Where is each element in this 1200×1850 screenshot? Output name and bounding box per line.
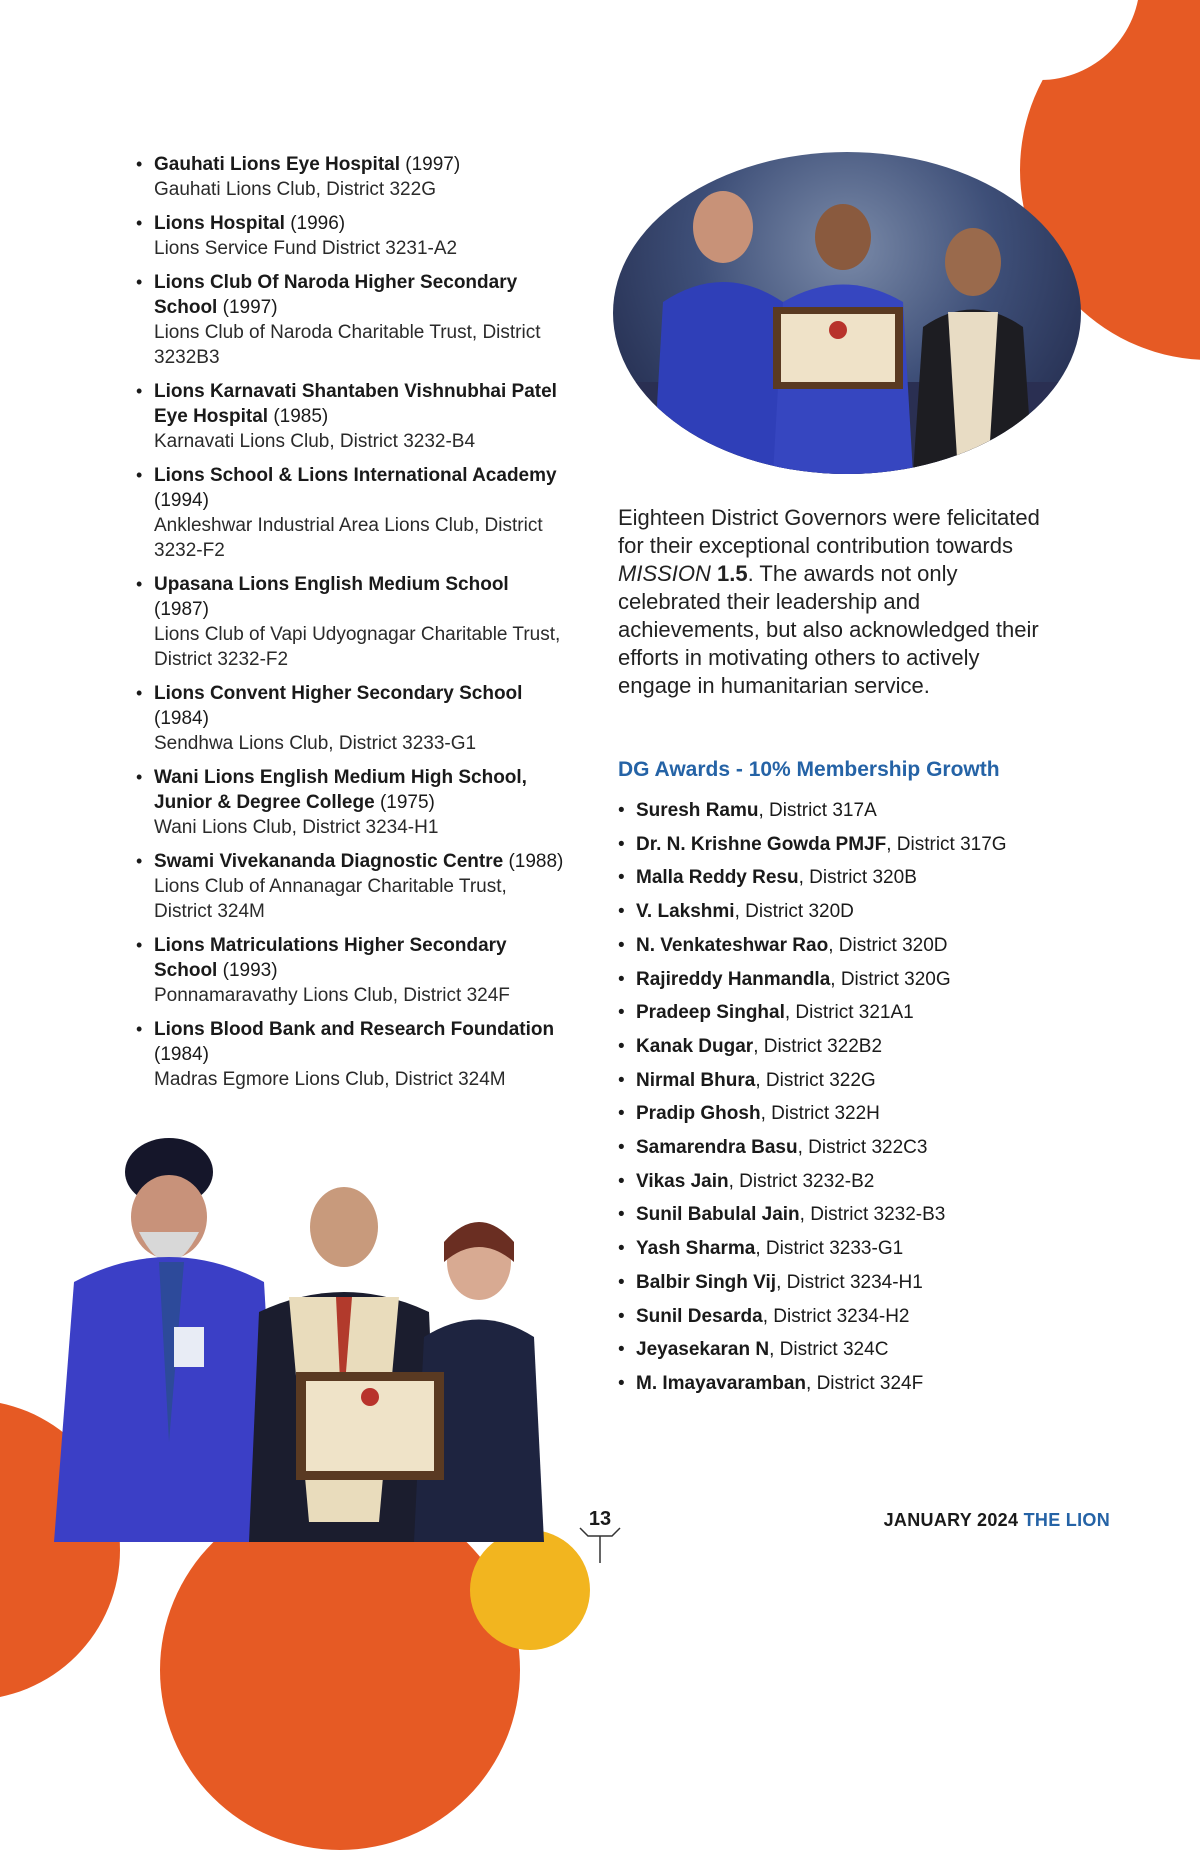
awardee-district: , District 322B2 (753, 1035, 883, 1057)
institution-name: Lions Convent Higher Secondary School (154, 683, 523, 704)
awardee-district: , District 322H (760, 1103, 880, 1125)
awardee-name: Nirmal Bhura (636, 1069, 756, 1091)
institutions-list (136, 152, 566, 1101)
list-item (618, 1333, 1098, 1367)
institution-club: Gauhati Lions Club, District 322G (154, 179, 436, 200)
awardee-name: V. Lakshmi (636, 901, 735, 923)
list-item (136, 933, 566, 1008)
institution-year: (1984) (154, 1044, 209, 1065)
list-item (136, 681, 566, 756)
list-item (618, 963, 1098, 997)
decor-circle-orange-bottom (160, 1490, 520, 1850)
list-item (136, 572, 566, 672)
list-item (618, 861, 1098, 895)
institution-club: Lions Club of Naroda Charitable Trust, District 3232B3 (154, 322, 541, 368)
awardee-name: Vikas Jain (636, 1170, 729, 1192)
institution-name: Lions Matriculations Higher Secondary School (154, 935, 507, 981)
awardee-name: Suresh Ramu (636, 800, 759, 821)
list-item (618, 996, 1098, 1030)
awardee-district: , District 3234-H1 (776, 1271, 923, 1293)
awardee-name: Jeyasekaran N (636, 1339, 770, 1361)
list-item (136, 152, 566, 202)
institution-club: Ankleshwar Industrial Area Lions Club, District 3232-F2 (154, 515, 543, 561)
institution-name: Lions Club Of Naroda Higher Secondary School (154, 272, 518, 318)
list-item (136, 463, 566, 563)
awardee-name: Dr. N. Krishne Gowda PMJF (636, 833, 887, 855)
institution-name: Wani Lions English Medium High School, Junior & Degree College (154, 767, 527, 813)
awardee-district: , District 317G (886, 833, 1007, 855)
institution-year: (1988) (508, 851, 564, 872)
magazine-name: THE LION (1023, 1510, 1110, 1530)
awardee-name: Yash Sharma (636, 1238, 756, 1260)
intro-text-2: . The awards not only celebrated their leadership and achievements, but also acknowledged their efforts in motivating others to actively engage in humanitarian service. (618, 561, 1039, 698)
award-presentation-photo (44, 1122, 584, 1542)
awardee-district: , District 3234-H2 (762, 1305, 910, 1327)
page-number: 13 (588, 1508, 612, 1530)
institution-year: (1984) (154, 708, 209, 729)
list-item (136, 270, 566, 370)
intro-paragraph (618, 504, 1048, 700)
list-item (136, 211, 566, 261)
list-item (618, 1367, 1098, 1401)
awardee-district: , District 3232-B3 (799, 1204, 946, 1226)
institution-name: Lions School & Lions International Academy (154, 465, 557, 486)
mission-number: 1.5 (710, 561, 748, 586)
institution-name: Gauhati Lions Eye Hospital (154, 154, 400, 175)
awardee-name: N. Venkateshwar Rao (636, 934, 829, 956)
institution-year: (1987) (154, 599, 209, 620)
footer-issue-title (884, 1510, 1110, 1531)
list-item (136, 379, 566, 454)
awardee-district: , District 324F (806, 1372, 924, 1394)
list-item (618, 895, 1098, 929)
list-item (618, 1030, 1098, 1064)
awardee-name: Sunil Babulal Jain (636, 1204, 800, 1226)
institution-year: (1996) (290, 213, 346, 234)
list-item (618, 1165, 1098, 1199)
institution-name: Lions Blood Bank and Research Foundation (154, 1019, 555, 1040)
awardee-district: , District 320B (798, 867, 917, 889)
awardee-district: , District 322C3 (797, 1137, 928, 1159)
awardee-name: Pradeep Singhal (636, 1002, 785, 1024)
presentation-photo-illustration (44, 1122, 584, 1542)
institution-club: Wani Lions Club, District 3234-H1 (154, 817, 439, 838)
institution-year: (1997) (405, 154, 461, 175)
awardee-name: Pradip Ghosh (636, 1103, 761, 1125)
institution-name: Swami Vivekananda Diagnostic Centre (154, 851, 504, 872)
institution-club: Ponnamaravathy Lions Club, District 324F (154, 985, 510, 1006)
awardee-name: Balbir Singh Vij (636, 1271, 777, 1293)
awardee-name: Kanak Dugar (636, 1035, 754, 1057)
list-item (618, 1198, 1098, 1232)
list-item (618, 1097, 1098, 1131)
list-item (136, 1017, 566, 1092)
institution-year: (1994) (154, 490, 209, 511)
mission-label: MISSION (618, 561, 711, 586)
list-item (136, 849, 566, 924)
list-item (618, 1266, 1098, 1300)
institution-club: Madras Egmore Lions Club, District 324M (154, 1069, 506, 1090)
list-item (618, 1232, 1098, 1266)
institution-club: Lions Club of Annanagar Charitable Trust, District 324M (154, 876, 507, 922)
award-ceremony-photo (613, 152, 1081, 474)
institution-club: Sendhwa Lions Club, District 3233-G1 (154, 733, 477, 754)
institution-year: (1993) (222, 960, 278, 981)
list-item (618, 1064, 1098, 1098)
page-number-bracket-icon (578, 1526, 622, 1563)
awardee-name: Sunil Desarda (636, 1305, 763, 1327)
intro-text-1: Eighteen District Governors were felicitated for their exceptional contribution towards (618, 505, 1040, 558)
institution-year: (1985) (273, 406, 329, 427)
institution-name: Lions Hospital (154, 213, 285, 234)
awardee-district: , District 321A1 (784, 1002, 914, 1024)
list-item (136, 765, 566, 840)
award-photo-illustration (613, 152, 1081, 474)
institution-year: (1997) (222, 297, 278, 318)
list-item (618, 794, 1098, 828)
list-item (618, 929, 1098, 963)
institution-club: Karnavati Lions Club, District 3232-B4 (154, 431, 476, 452)
list-item (618, 828, 1098, 862)
issue-month: JANUARY 2024 (883, 1510, 1019, 1530)
institution-name: Lions Karnavati Shantaben Vishnubhai Patel Eye Hospital (154, 381, 557, 427)
list-item (618, 1300, 1098, 1334)
awardee-district: , District 324C (769, 1339, 889, 1361)
awardee-name: M. Imayavaramban (636, 1372, 807, 1394)
awardee-name: Malla Reddy Resu (636, 867, 799, 889)
awards-list (618, 794, 1098, 1401)
awardee-district: , District 320D (734, 901, 854, 923)
institution-club: Lions Service Fund District 3231-A2 (154, 238, 458, 259)
institution-club: Lions Club of Vapi Udyognagar Charitable Trust, District 3232-F2 (154, 624, 561, 670)
institution-name: Upasana Lions English Medium School (154, 574, 509, 595)
awardee-district: , District 3233-G1 (755, 1238, 904, 1260)
awardee-district: , District 322G (755, 1069, 876, 1091)
awardee-district: , District 320D (828, 934, 948, 956)
awardee-district: , District 3232-B2 (728, 1170, 875, 1192)
awardee-name: Rajireddy Hanmandla (636, 968, 831, 990)
awardee-name: Samarendra Basu (636, 1137, 798, 1159)
institution-year: (1975) (379, 792, 435, 813)
list-item (618, 1131, 1098, 1165)
awardee-district: , District 317A (758, 800, 877, 821)
awardee-district: , District 320G (830, 968, 951, 990)
decor-circle-yellow (470, 1530, 590, 1650)
awards-heading: DG Awards - 10% Membership Growth (618, 758, 1000, 781)
